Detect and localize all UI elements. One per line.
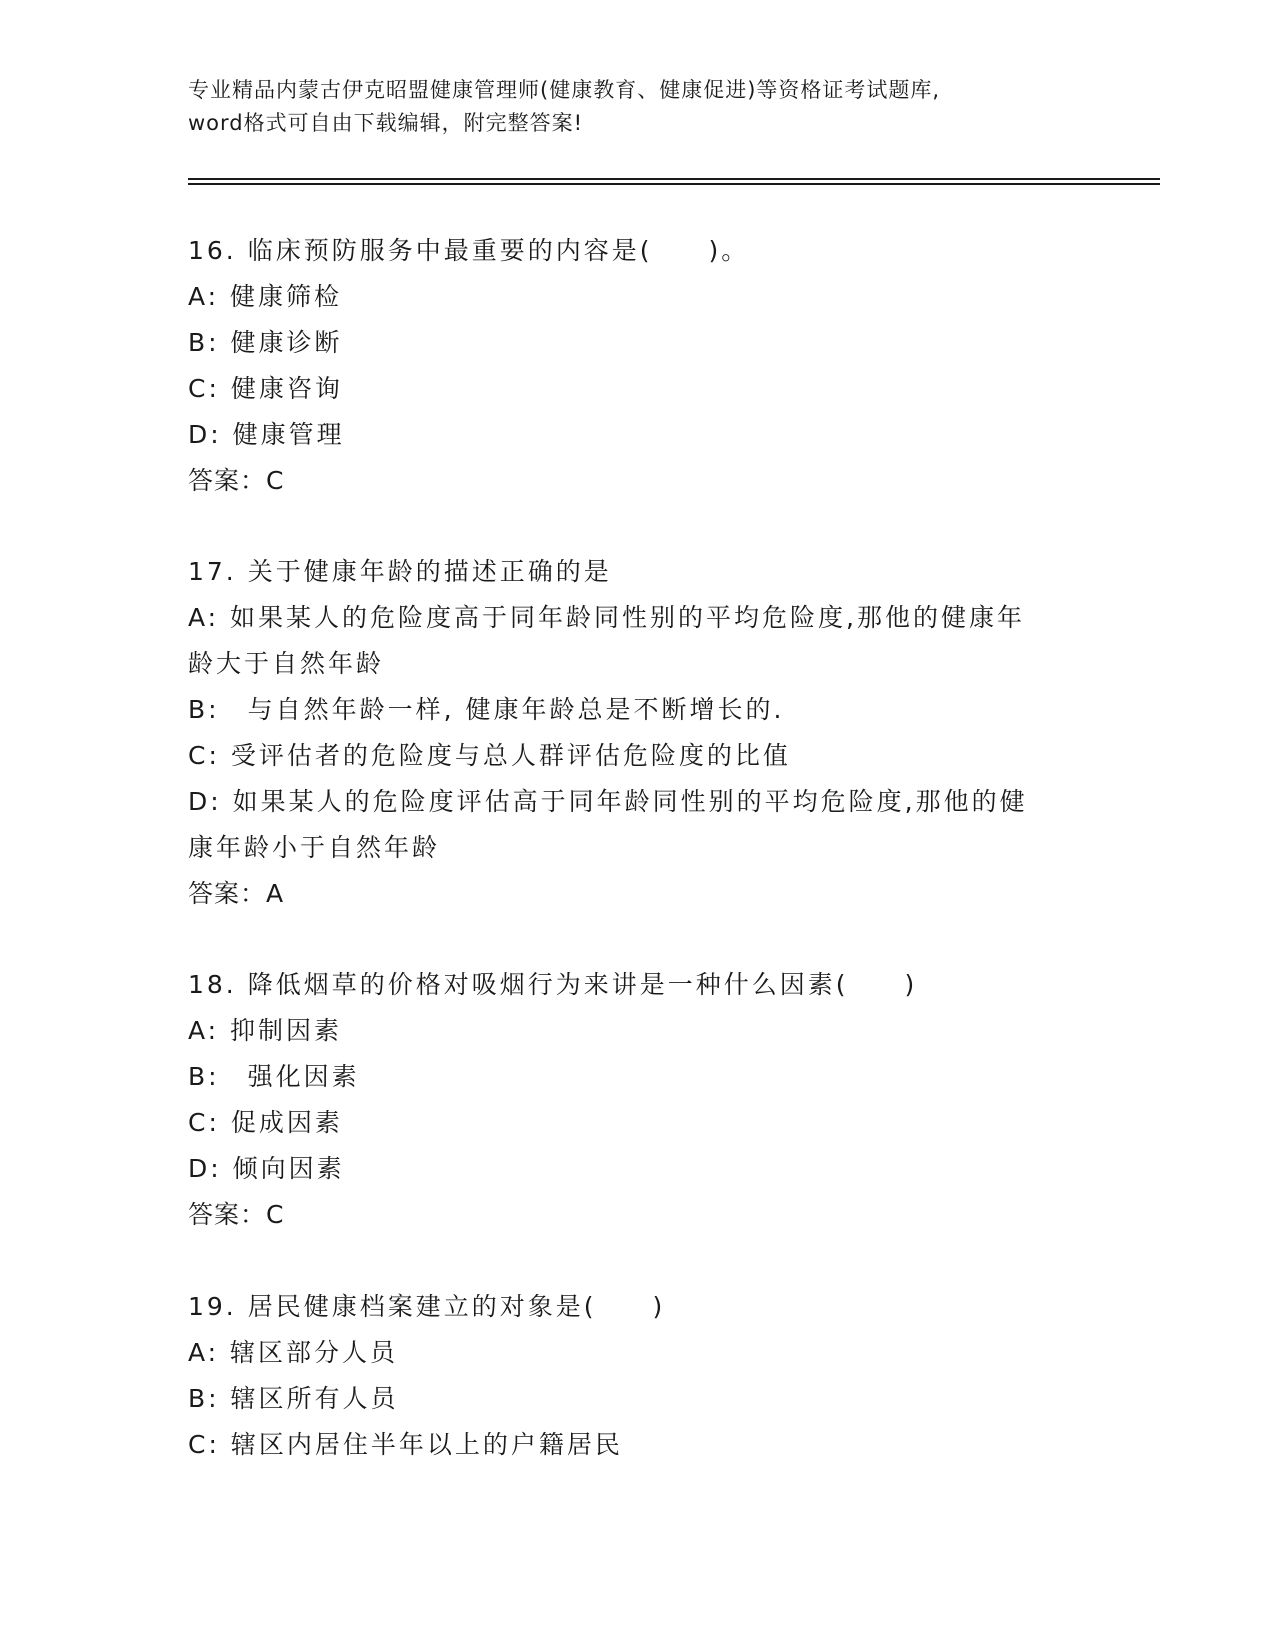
option-d: D: 如果某人的危险度评估高于同年龄同性别的平均危险度,那他的健 — [188, 787, 1028, 816]
question-stem: 18. 降低烟草的价格对吸烟行为来讲是一种什么因素( ) — [188, 970, 918, 999]
document-header — [188, 74, 1068, 140]
option-a: A: 健康筛检 — [188, 282, 343, 311]
answer-label: 答案：C — [188, 1200, 285, 1229]
option-c: C: 辖区内居住半年以上的户籍居民 — [188, 1430, 623, 1459]
option-b: B: 辖区所有人员 — [188, 1384, 399, 1413]
question-stem: 19. 居民健康档案建立的对象是( ) — [188, 1292, 666, 1321]
option-a-continued: 龄大于自然年龄 — [188, 649, 385, 678]
option-b: B: 强化因素 — [188, 1062, 360, 1091]
option-d-continued: 康年龄小于自然年龄 — [188, 833, 441, 862]
header-line-2: word格式可自由下载编辑，附完整答案! — [188, 111, 584, 135]
option-b: B: 健康诊断 — [188, 328, 343, 357]
question-17 — [188, 549, 1088, 917]
question-16 — [188, 228, 1088, 504]
question-18 — [188, 962, 1088, 1238]
option-a: A: 辖区部分人员 — [188, 1338, 399, 1367]
header-line-1: 专业精品内蒙古伊克昭盟健康管理师(健康教育、健康促进)等资格证考试题库, — [188, 78, 941, 102]
header-divider-bottom — [188, 183, 1160, 185]
question-stem: 17. 关于健康年龄的描述正确的是 — [188, 557, 612, 586]
option-b: B: 与自然年龄一样, 健康年龄总是不断增长的. — [188, 695, 785, 724]
option-c: C: 健康咨询 — [188, 374, 343, 403]
answer-label: 答案：C — [188, 466, 285, 495]
option-c: C: 促成因素 — [188, 1108, 343, 1137]
question-stem: 16. 临床预防服务中最重要的内容是( )。 — [188, 236, 750, 265]
answer-label: 答案：A — [188, 879, 285, 908]
option-a: A: 如果某人的危险度高于同年龄同性别的平均危险度,那他的健康年 — [188, 603, 1025, 632]
option-d: D: 健康管理 — [188, 420, 345, 449]
option-c: C: 受评估者的危险度与总人群评估危险度的比值 — [188, 741, 791, 770]
option-a: A: 抑制因素 — [188, 1016, 343, 1045]
header-divider-top — [188, 178, 1160, 180]
option-d: D: 倾向因素 — [188, 1154, 345, 1183]
question-19 — [188, 1284, 1088, 1468]
